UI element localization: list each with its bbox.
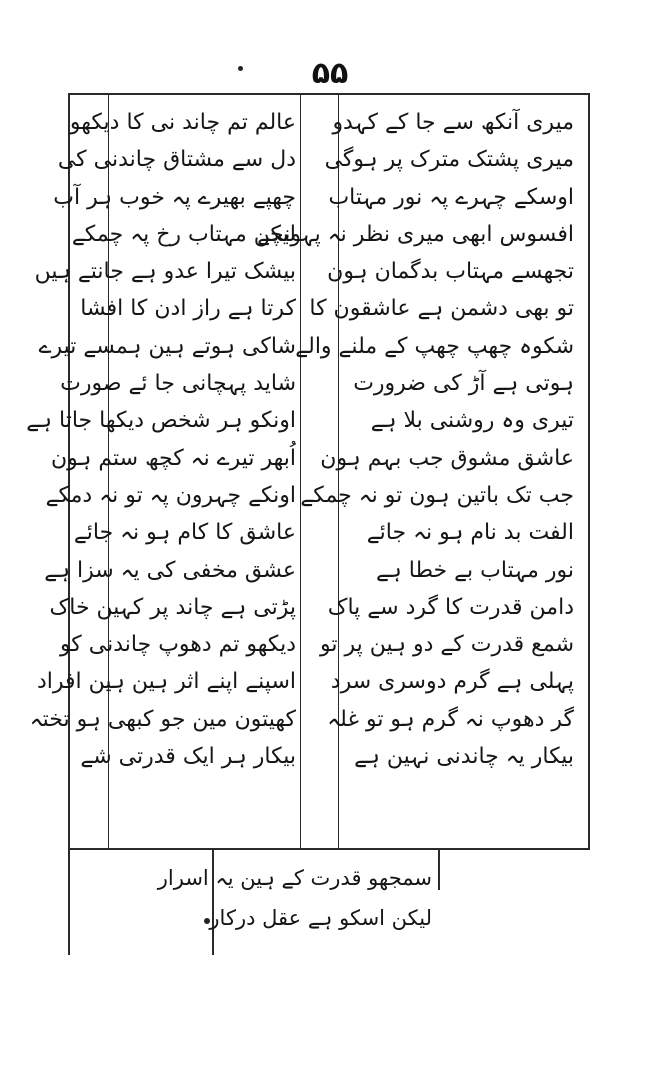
closing-couplet — [157, 858, 432, 938]
verse-line: کرتا ہے راز ادن کا افشا — [80, 296, 296, 322]
verse-line: پہلی ہے گرم دوسری سرد — [330, 669, 574, 695]
verse-line: چھپے بھیرے پہ خوب ہر آب — [53, 184, 296, 210]
verse-line: عاشق کا کام ہو نہ جائے — [73, 520, 296, 546]
verse-line: اونکے چہرون پہ تو نہ دمکے — [45, 482, 296, 508]
verse-line: عاشق مشوق جب بہم ہون — [320, 445, 574, 471]
verse-line: گر دھوپ نہ گرم ہو تو غلہ — [327, 706, 574, 732]
verse-line: شمع قدرت کے دو ہین پر تو — [319, 632, 574, 658]
verse-line: کھیتون مین جو کبھی ہو تختہ — [29, 706, 296, 732]
coda-box-right-border — [438, 850, 440, 890]
verse-line: شکوہ چھپ چھپ کے ملنے والے — [295, 333, 574, 359]
verse-line: عالم تم چاند نی کا دیکھو — [69, 110, 296, 135]
verse-line: الفت بد نام ہو نہ جائے — [366, 520, 574, 546]
verse-line: شاید پہچانی جا ئے صورت — [60, 371, 296, 397]
verse-line: میری آنکھ سے جا کے کہدو — [332, 110, 574, 135]
verse-line: پڑتی ہے چاند پر کہین خاک — [49, 594, 296, 620]
verse-line: عشق مخفی کی یہ سزا ہے — [44, 557, 296, 583]
verse-line: بیشک تیرا عدو ہے جانتے ہیں — [34, 259, 296, 285]
decorative-dot — [238, 66, 243, 71]
verse-line: تو بھی دشمن ہے عاشقون کا — [309, 296, 574, 322]
verse-line: تجھسے مہتاب بدگمان ہون — [327, 259, 574, 285]
verse-line: نور مہتاب بے خطا ہے — [376, 557, 574, 583]
column-divider-a — [300, 95, 301, 848]
verse-line: افسوس ابھی میری نظر نہ پہونچے — [257, 221, 574, 247]
verse-line: میری پشتک مترک پر ہوگی — [324, 147, 574, 173]
table-right-border — [588, 93, 590, 850]
verse-line: اونکو ہر شخص دیکھا جاتا ہے — [26, 408, 296, 434]
verse-line: جب تک باتین ہون تو نہ چمکے — [300, 482, 574, 508]
verse-line: اوسکے چہرے پہ نور مہتاب — [328, 184, 574, 210]
verse-line: بیکار ہر ایک قدرتی شے — [80, 744, 296, 770]
verse-line: ہوتی ہے آڑ کی ضرورت — [353, 371, 574, 397]
verse-line: اسپنے اپنے اثر ہین ہین افراد — [36, 669, 296, 695]
table-bottom-border — [68, 848, 589, 850]
page-number: ۵۵ — [311, 56, 349, 91]
verse-line: دیکھو تم دھوپ چاندنی کو — [59, 632, 296, 658]
verse-line: بیکار یہ چاندنی نہین ہے — [354, 744, 574, 770]
verse-line: شاکی ہوتے ہین ہمسے تیرے — [38, 333, 296, 359]
verse-line: اُبھر تیرے نہ کچھ ستم ہون — [51, 445, 296, 471]
verse-line: لیکن مہتاب رخ پہ چمکے — [71, 221, 296, 247]
table-top-border — [68, 93, 589, 95]
verse-line: دل سے مشتاق چاندنی کی — [57, 147, 296, 173]
closing-line: لیکن اسکو ہے عقل درکار — [209, 906, 432, 930]
left-verse-column — [26, 104, 296, 775]
table-left-border — [68, 93, 70, 955]
closing-line: سمجھو قدرت کے ہین یہ اسرار — [157, 866, 432, 890]
verse-line: دامن قدرت کا گرد سے پاک — [327, 594, 574, 620]
right-verse-column — [257, 104, 574, 775]
verse-line: تیری وہ روشنی بلا ہے — [370, 408, 574, 434]
